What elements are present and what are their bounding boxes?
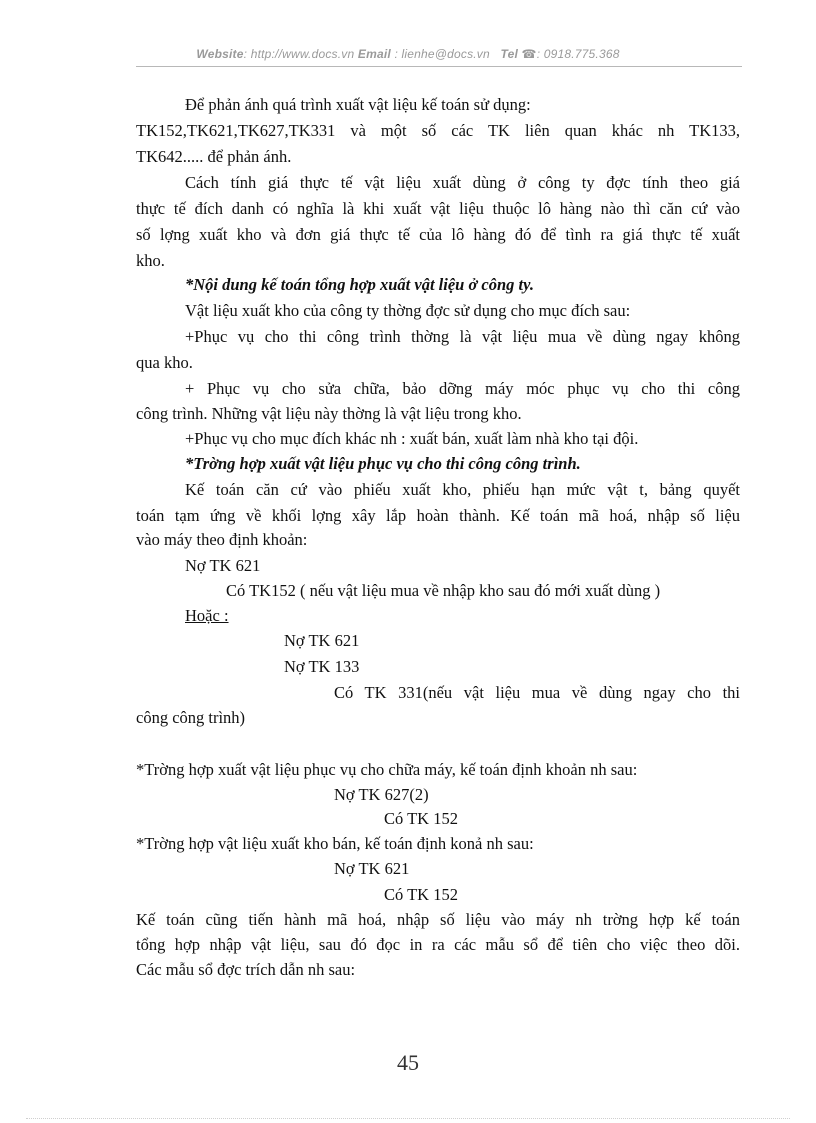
paragraph-line: kho. [136,251,165,270]
paragraph-line: + Phục vụ cho sửa chữa, bảo dỡng máy móc phục vụ cho thi công [185,379,740,398]
website-value: : http://www.docs.vn [243,47,355,61]
journal-entry: Có TK 152 [384,885,458,904]
tel-label: Tel [500,47,518,61]
paragraph-line: *Trờng hợp vật liệu xuất kho bán, kế toán định konả nh sau: [136,834,534,853]
email-value: : lienhe@docs.vn [390,47,490,61]
paragraph-line: toán tạm ứng về khối lợng xây lắp hoàn thành. Kế toán mã hoá, nhập số liệu [136,506,740,525]
paragraph-line: Cách tính giá thực tế vật liệu xuất dùng ở công ty đợc tính theo giá [185,173,740,192]
paragraph-line: TK152,TK621,TK627,TK331 và một số các TK liên quan khác nh TK133, [136,121,740,140]
journal-entry: công công trình) [136,708,246,727]
journal-entry: Có TK152 ( nếu vật liệu mua về nhập kho sau đó mới xuất dùng ) [226,581,661,600]
paragraph-line: vào máy theo định khoản: [136,530,308,549]
paragraph-line: Để phản ánh quá trình xuất vật liệu kế toán sử dụng: [185,95,531,114]
footer-divider [26,1118,790,1119]
paragraph-line: +Phục vụ cho mục đích khác nh : xuất bán, xuất làm nhà kho tại đội. [185,429,639,448]
journal-entry: Nợ TK 627(2) [334,785,429,804]
paragraph-line: qua kho. [136,353,193,372]
journal-entry: Hoặc : [185,606,229,625]
website-label: Website [196,47,244,61]
page-number: 45 [397,1050,419,1075]
paragraph-line: Kế toán cũng tiến hành mã hoá, nhập số liệu vào máy nh trờng hợp kế toán [136,910,740,929]
journal-entry: Nợ TK 621 [334,859,410,878]
paragraph-line: TK642..... để phản ánh. [136,147,292,166]
paragraph-line: +Phục vụ cho thi công trình thờng là vật liệu mua về dùng ngay không [185,327,740,346]
journal-entry: Nợ TK 133 [284,657,360,676]
header-divider [136,66,742,67]
paragraph-line: công trình. Những vật liệu này thờng là vật liệu trong kho. [136,404,522,423]
journal-entry: Có TK 152 [384,809,458,828]
phone-icon: ☎ [521,47,537,61]
paragraph-line: tổng hợp nhập vật liệu, sau đó đọc in ra các mẫu sổ để tiên cho việc theo dõi. [136,935,740,954]
journal-entry: Nợ TK 621 [284,631,360,650]
journal-entry: Có TK 331(nếu vật liệu mua về dùng ngay cho thi [334,683,740,702]
page-header [0,47,816,61]
section-heading: *Trờng hợp xuất vật liệu phục vụ cho thi công công trình. [185,454,581,473]
journal-entry: Nợ TK 621 [185,556,261,575]
tel-value: : 0918.775.368 [536,47,620,61]
paragraph-line: Kế toán căn cứ vào phiếu xuất kho, phiếu hạn mức vật t, bảng quyết [185,480,740,499]
paragraph-line: Vật liệu xuất kho của công ty thờng đợc sử dụng cho mục đích sau: [185,301,631,320]
paragraph-line: *Trờng hợp xuất vật liệu phục vụ cho chữa máy, kế toán định khoản nh sau: [136,760,638,779]
paragraph-line: thực tế đích danh có nghĩa là khi xuất vật liệu thuộc lô hàng nào thì căn cứ vào [136,199,740,218]
email-label: Email [357,47,391,61]
section-heading: *Nội dung kế toán tổng hợp xuất vật liệu ở công ty. [185,275,534,294]
paragraph-line: số lợng xuất kho và đơn giá thực tế của lô hàng đó để tình ra giá thực tế xuất [136,225,740,244]
paragraph-line: Các mẫu sổ đợc trích dẫn nh sau: [136,960,356,979]
